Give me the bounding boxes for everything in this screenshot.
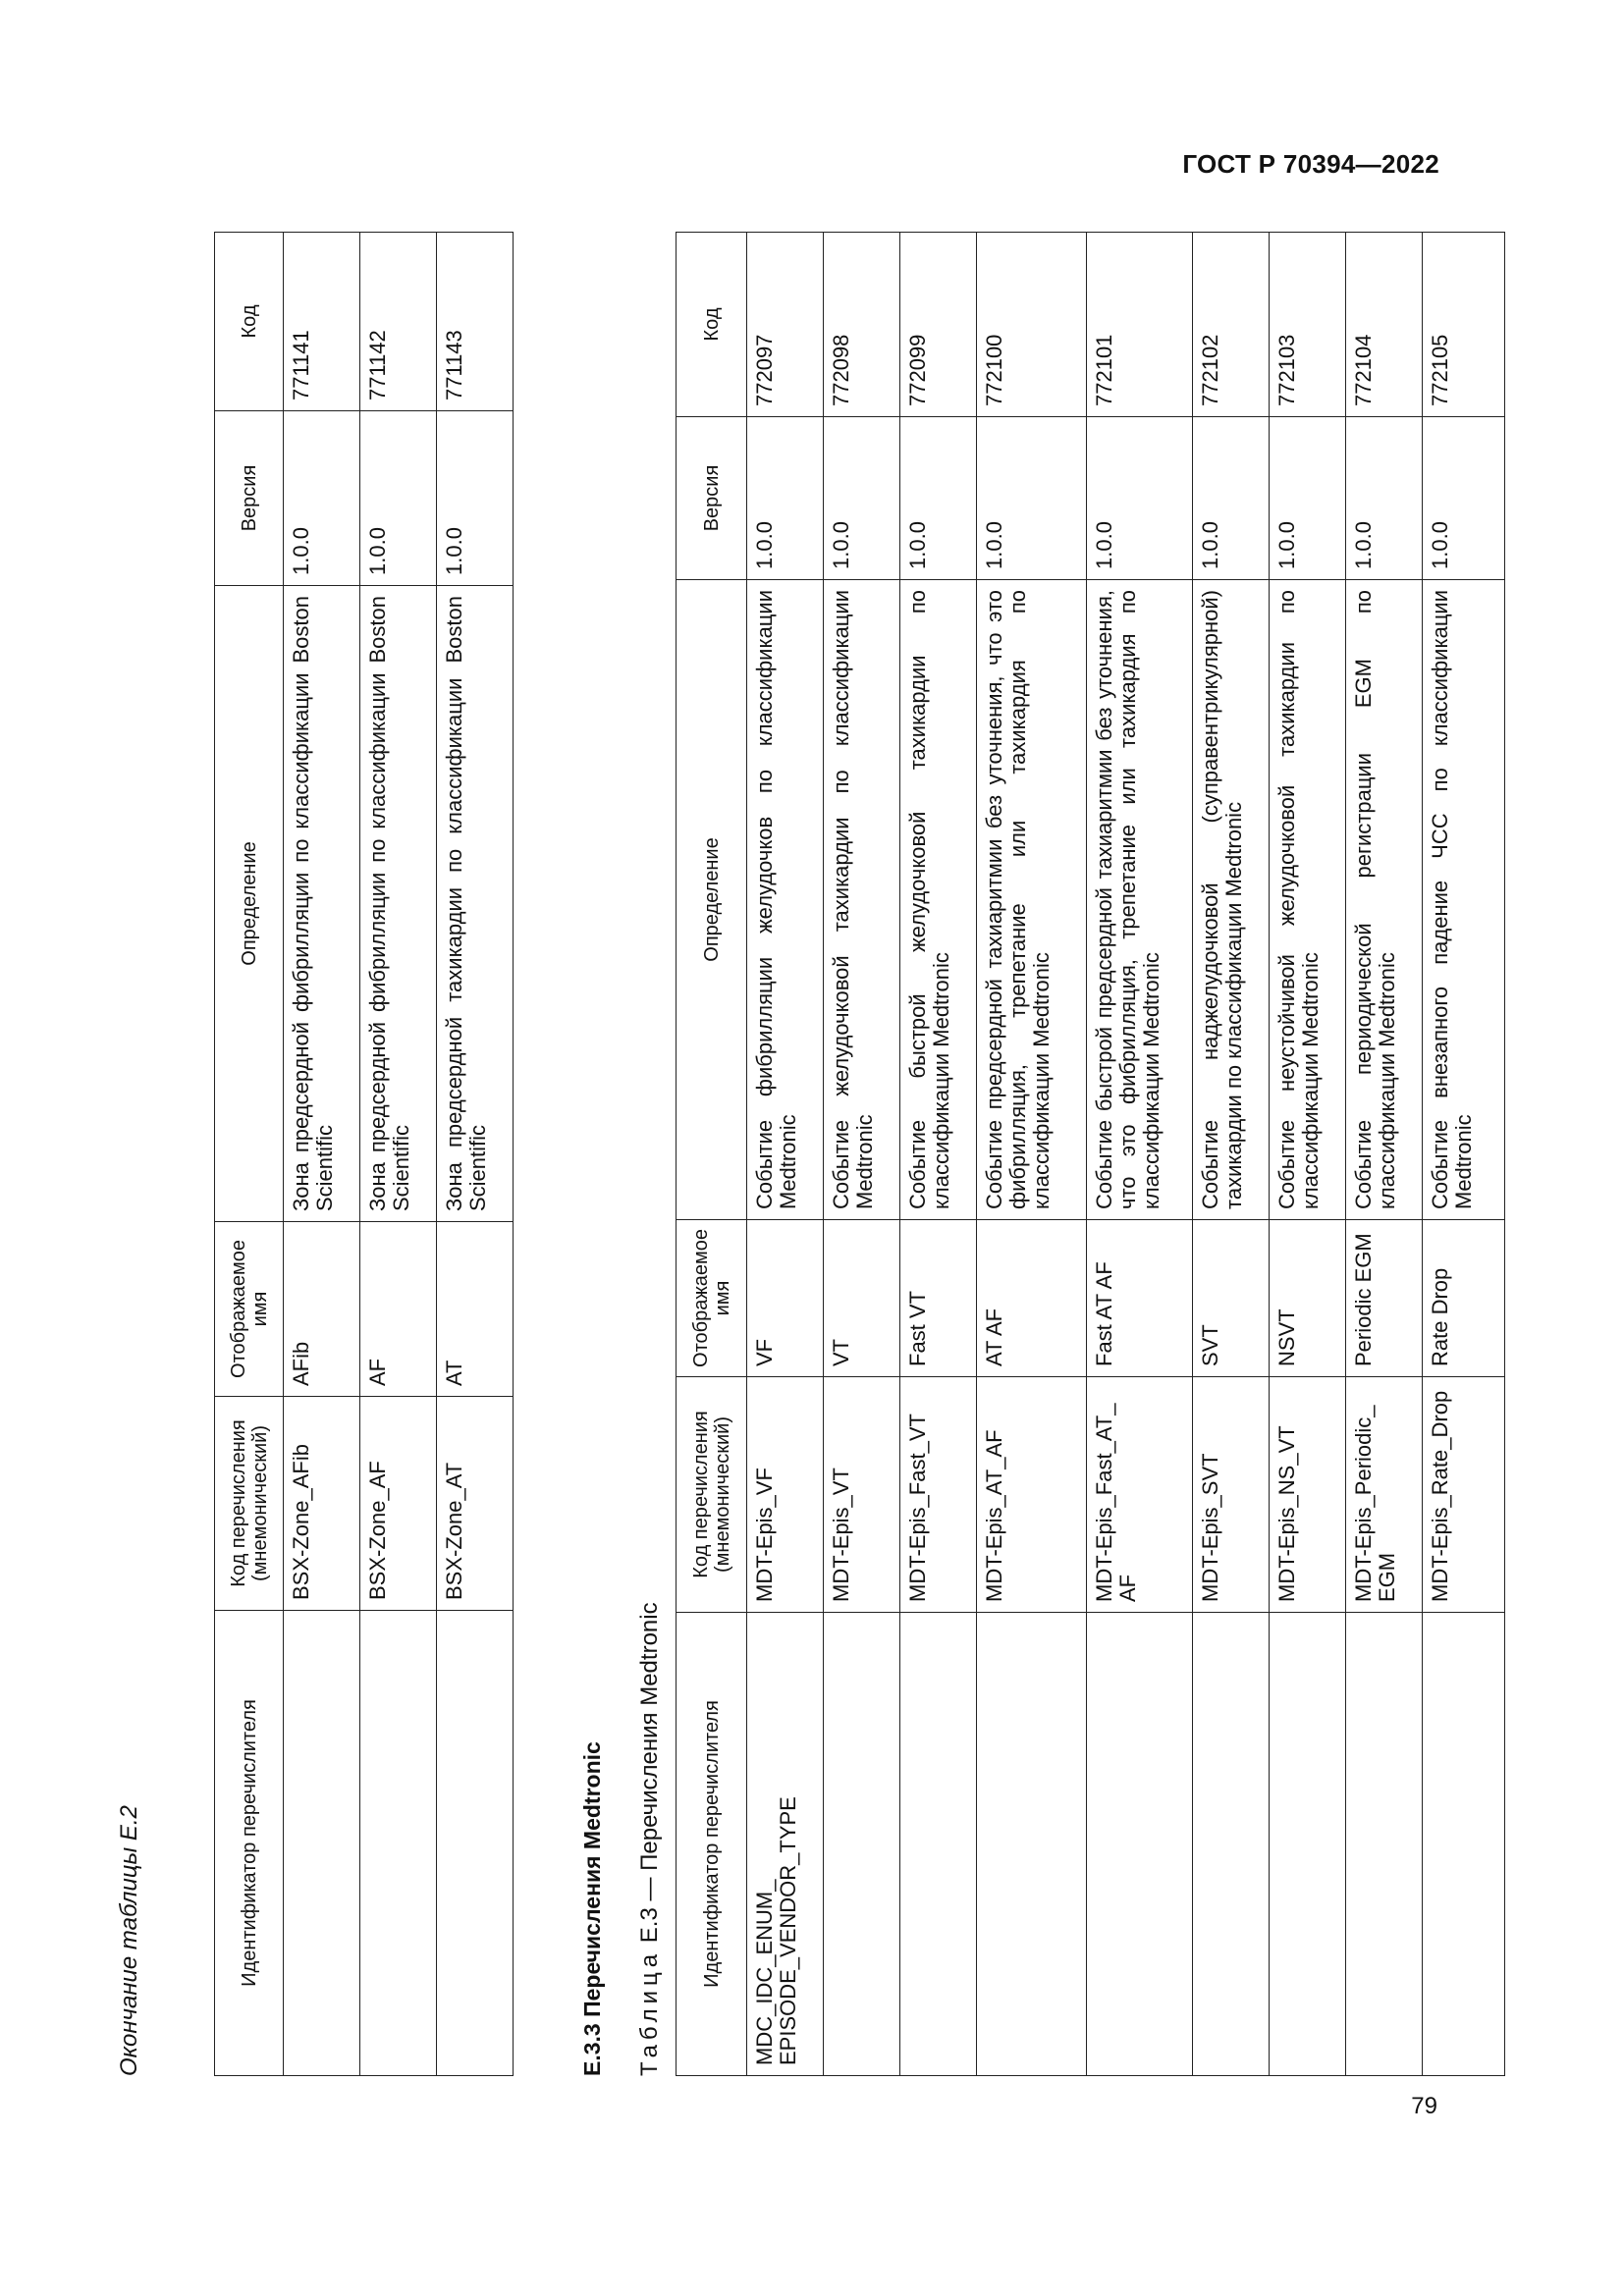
col-header-mnemonic: Код перечисления (мнемонический) (215, 1397, 284, 1611)
col-header-identifier: Идентификатор перечислителя (677, 1613, 747, 2076)
cell-display-name: VT (824, 1220, 900, 1377)
page-number: 79 (1411, 2093, 1437, 2119)
table-row (1193, 233, 1270, 2076)
cell-version: 1.0.0 (437, 411, 514, 586)
cell-definition: Событие быстрой желудочковой тахикардии по классификации Medtronic (900, 580, 977, 1220)
cell-display-name: Rate Drop (1423, 1220, 1505, 1377)
cell-display-name: NSVT (1270, 1220, 1346, 1377)
cell-mnemonic: MDT-Epis_SVT (1193, 1377, 1270, 1613)
col-header-identifier: Идентификатор перечислителя (215, 1611, 284, 2076)
cell-mnemonic: MDT-Epis_Periodic_ EGM (1346, 1377, 1423, 1613)
cell-definition: Событие периодической регистрации EGM по классификации Medtronic (1346, 580, 1423, 1220)
table-row (1270, 233, 1346, 2076)
document-standard-number: ГОСТ Р 70394—2022 (1182, 149, 1439, 179)
cell-definition: Событие желудочковой тахикардии по классификации Medtronic (824, 580, 900, 1220)
cell-identifier (437, 1611, 514, 2076)
cell-identifier (1423, 1613, 1505, 2076)
cell-code: 772105 (1423, 233, 1505, 417)
cell-version: 1.0.0 (747, 417, 824, 580)
table-row (360, 233, 437, 2076)
cell-code: 771141 (284, 233, 360, 411)
cell-identifier (1087, 1613, 1193, 2076)
cell-code: 772104 (1346, 233, 1423, 417)
col-header-code: Код (677, 233, 747, 417)
col-header-display-name: Отображаемое имя (677, 1220, 747, 1377)
cell-version: 1.0.0 (824, 417, 900, 580)
cell-version: 1.0.0 (1423, 417, 1505, 580)
col-header-mnemonic: Код перечисления (мнемонический) (677, 1377, 747, 1613)
table-row (1087, 233, 1193, 2076)
table-e2-end (214, 232, 514, 2076)
cell-mnemonic: MDT-Epis_Rate_Drop (1423, 1377, 1505, 1613)
cell-definition: Зона предсердной тахикардии по классификации Boston Scientific (437, 586, 514, 1222)
table-e3-medtronic (676, 232, 1505, 2076)
cell-version: 1.0.0 (1087, 417, 1193, 580)
cell-display-name: Fast AT AF (1087, 1220, 1193, 1377)
table1-caption: Окончание таблицы Е.2 (116, 1805, 142, 2076)
cell-version: 1.0.0 (1346, 417, 1423, 580)
table-row (824, 233, 900, 2076)
table-row (1423, 233, 1505, 2076)
cell-display-name: VF (747, 1220, 824, 1377)
cell-identifier: MDC_IDC_ENUM_ EPISODE_VENDOR_TYPE (747, 1613, 824, 2076)
cell-version: 1.0.0 (1193, 417, 1270, 580)
cell-version: 1.0.0 (977, 417, 1087, 580)
col-header-version: Версия (215, 411, 284, 586)
cell-display-name: AT (437, 1222, 514, 1397)
cell-definition: Событие предсердной тахиаритмии без уточнения, что это фибрилляция, трепетание или тахикардия по классификации Medtronic (977, 580, 1087, 1220)
table-row (437, 233, 514, 2076)
section-title: Е.3.3 Перечисления Medtronic (579, 1741, 605, 2076)
cell-identifier (900, 1613, 977, 2076)
cell-display-name: SVT (1193, 1220, 1270, 1377)
cell-version: 1.0.0 (360, 411, 437, 586)
cell-definition: Событие неустойчивой желудочковой тахикардии по классификации Medtronic (1270, 580, 1346, 1220)
cell-definition: Событие фибрилляции желудочков по классификации Medtronic (747, 580, 824, 1220)
table-row (284, 233, 360, 2076)
cell-definition: Событие внезапного падение ЧСС по классификации Medtronic (1423, 580, 1505, 1220)
table-row (1346, 233, 1423, 2076)
cell-mnemonic: MDT-Epis_Fast_VT (900, 1377, 977, 1613)
cell-identifier (1193, 1613, 1270, 2076)
cell-display-name: Periodic EGM (1346, 1220, 1423, 1377)
cell-display-name: AFib (284, 1222, 360, 1397)
cell-code: 772097 (747, 233, 824, 417)
cell-definition: Событие наджелудочковой (суправентрикулярной) тахикардии по классификации Medtronic (1193, 580, 1270, 1220)
cell-display-name: Fast VT (900, 1220, 977, 1377)
cell-identifier (360, 1611, 437, 2076)
cell-display-name: AT AF (977, 1220, 1087, 1377)
cell-code: 772100 (977, 233, 1087, 417)
cell-identifier (284, 1611, 360, 2076)
rotated-page-content (98, 221, 1476, 2076)
col-header-display-name: Отображаемое имя (215, 1222, 284, 1397)
cell-code: 772099 (900, 233, 977, 417)
table-row (900, 233, 977, 2076)
cell-mnemonic: MDT-Epis_VF (747, 1377, 824, 1613)
table2-caption (636, 1602, 664, 2076)
table2-caption-text: Е.3 — Перечисления Medtronic (636, 1602, 663, 1949)
cell-identifier (977, 1613, 1087, 2076)
cell-code: 772098 (824, 233, 900, 417)
cell-code: 772102 (1193, 233, 1270, 417)
cell-version: 1.0.0 (900, 417, 977, 580)
cell-code: 771143 (437, 233, 514, 411)
col-header-definition: Определение (677, 580, 747, 1220)
cell-identifier (824, 1613, 900, 2076)
cell-mnemonic: MDT-Epis_Fast_AT_ AF (1087, 1377, 1193, 1613)
table-row (977, 233, 1087, 2076)
cell-version: 1.0.0 (1270, 417, 1346, 580)
col-header-version: Версия (677, 417, 747, 580)
cell-mnemonic: BSX-Zone_AFib (284, 1397, 360, 1611)
cell-mnemonic: BSX-Zone_AT (437, 1397, 514, 1611)
cell-identifier (1346, 1613, 1423, 2076)
table2-caption-label: Таблица (636, 1949, 663, 2076)
cell-definition: Событие быстрой предсердной тахиаритмии без уточнения, что это фибрилляция, трепетание или тахикардия по классификации Medtronic (1087, 580, 1193, 1220)
cell-version: 1.0.0 (284, 411, 360, 586)
cell-mnemonic: MDT-Epis_AT_AF (977, 1377, 1087, 1613)
cell-mnemonic: MDT-Epis_VT (824, 1377, 900, 1613)
cell-identifier (1270, 1613, 1346, 2076)
cell-mnemonic: MDT-Epis_NS_VT (1270, 1377, 1346, 1613)
col-header-definition: Определение (215, 586, 284, 1222)
cell-code: 771142 (360, 233, 437, 411)
col-header-code: Код (215, 233, 284, 411)
cell-display-name: AF (360, 1222, 437, 1397)
cell-definition: Зона предсердной фибрилляции по классификации Boston Scientific (284, 586, 360, 1222)
cell-code: 772103 (1270, 233, 1346, 417)
table-row (747, 233, 824, 2076)
cell-definition: Зона предсердной фибрилляции по классификации Boston Scientific (360, 586, 437, 1222)
cell-mnemonic: BSX-Zone_AF (360, 1397, 437, 1611)
cell-code: 772101 (1087, 233, 1193, 417)
